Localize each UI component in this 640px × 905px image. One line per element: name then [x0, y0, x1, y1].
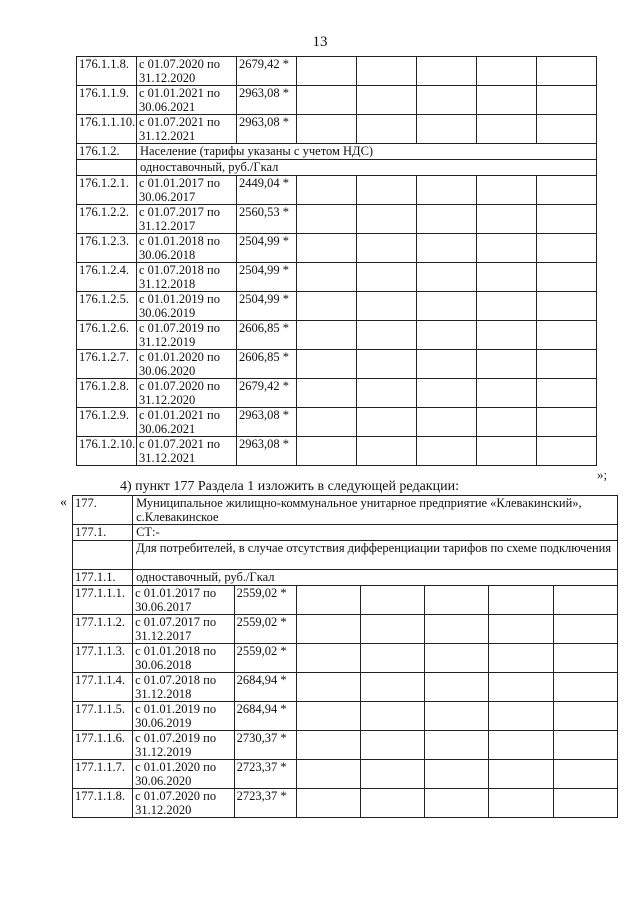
empty-cell — [553, 644, 617, 673]
empty-cell — [489, 673, 553, 702]
row-number: 176.1.2.4. — [77, 263, 137, 292]
row-value: 2504,99 * — [237, 234, 297, 263]
row-period: с 01.01.2020 по 30.06.2020 — [133, 760, 235, 789]
tariff-table-176 — [76, 56, 597, 466]
empty-cell — [477, 263, 537, 292]
tariff-row — [77, 205, 597, 234]
open-quote: « — [60, 495, 67, 510]
org-name: Муниципальное жилищно-коммунальное унитарное предприятие «Клевакинский», с.Клевакинское — [133, 496, 618, 525]
empty-cell — [489, 702, 553, 731]
empty-cell — [477, 379, 537, 408]
empty-cell — [425, 702, 489, 731]
row-value: 2559,02 * — [234, 644, 296, 673]
tariff-row — [77, 408, 597, 437]
empty-cell — [357, 205, 417, 234]
empty-cell — [296, 789, 360, 818]
empty-cell — [297, 86, 357, 115]
empty-cell — [537, 437, 597, 466]
row-period: с 01.07.2017 по 31.12.2017 — [133, 615, 235, 644]
empty-cell — [553, 586, 617, 615]
empty-cell — [296, 702, 360, 731]
tariff-table-177 — [72, 495, 618, 818]
org-number: 177. — [73, 496, 133, 525]
empty-cell — [477, 321, 537, 350]
row-value: 2606,85 * — [237, 350, 297, 379]
empty-cell — [489, 644, 553, 673]
empty-cell — [417, 115, 477, 144]
empty-cell — [357, 292, 417, 321]
group-subtitle: одноставочный, руб./Гкал — [137, 160, 597, 176]
empty-cell — [553, 702, 617, 731]
empty-cell — [360, 789, 424, 818]
row-period: с 01.01.2019 по 30.06.2019 — [133, 702, 235, 731]
empty-cell — [537, 321, 597, 350]
empty-cell — [357, 176, 417, 205]
row-value: 2723,37 * — [234, 760, 296, 789]
empty-cell — [297, 205, 357, 234]
empty-cell — [477, 205, 537, 234]
row-value: 2723,37 * — [234, 789, 296, 818]
empty-cell — [537, 350, 597, 379]
tariff-row — [77, 115, 597, 144]
empty-cell — [417, 86, 477, 115]
empty-cell — [297, 292, 357, 321]
row-number: 176.1.2.3. — [77, 234, 137, 263]
row-number: 177.1.1.2. — [73, 615, 133, 644]
empty-cell — [297, 408, 357, 437]
row-value: 2606,85 * — [237, 321, 297, 350]
row-number: 176.1.2.10. — [77, 437, 137, 466]
empty-cell — [477, 176, 537, 205]
empty-cell — [296, 615, 360, 644]
empty-cell — [357, 234, 417, 263]
empty-cell — [417, 350, 477, 379]
empty-cell — [297, 176, 357, 205]
row-period: с 01.01.2019 по 30.06.2019 — [137, 292, 237, 321]
row-period: с 01.01.2021 по 30.06.2021 — [137, 86, 237, 115]
empty-cell — [297, 234, 357, 263]
empty-cell — [489, 760, 553, 789]
row-value: 2559,02 * — [234, 615, 296, 644]
row-value: 2504,99 * — [237, 292, 297, 321]
empty-cell — [537, 176, 597, 205]
empty-cell — [360, 731, 424, 760]
empty-cell — [489, 586, 553, 615]
row-value: 2684,94 * — [234, 702, 296, 731]
empty-cell — [477, 57, 537, 86]
empty-cell — [417, 176, 477, 205]
tariff-row — [77, 321, 597, 350]
empty-cell — [357, 57, 417, 86]
empty-cell — [297, 379, 357, 408]
empty-cell — [357, 408, 417, 437]
empty-cell — [297, 321, 357, 350]
empty-cell — [477, 437, 537, 466]
tariff-row — [77, 57, 597, 86]
tariff-row — [77, 292, 597, 321]
tariff-row — [77, 379, 597, 408]
empty-cell — [537, 292, 597, 321]
tariff-row — [73, 673, 618, 702]
empty-cell — [296, 644, 360, 673]
row-number: 177.1.1.8. — [73, 789, 133, 818]
empty-cell — [425, 615, 489, 644]
empty-cell — [553, 673, 617, 702]
row-number: 176.1.2.2. — [77, 205, 137, 234]
empty-cell — [297, 57, 357, 86]
empty-cell — [360, 760, 424, 789]
row-number: 177.1.1.5. — [73, 702, 133, 731]
empty-cell — [417, 263, 477, 292]
closing-mark: »; — [597, 467, 608, 482]
tariff-row — [77, 86, 597, 115]
sub-number: 177.1.1. — [73, 570, 133, 586]
row-number: 176.1.2.1. — [77, 176, 137, 205]
row-period: с 01.07.2020 по 31.12.2020 — [137, 57, 237, 86]
tariff-row — [73, 789, 618, 818]
empty-cell — [425, 760, 489, 789]
empty-cell — [417, 57, 477, 86]
group-title: Население (тарифы указаны с учетом НДС) — [137, 144, 597, 160]
empty-cell — [425, 673, 489, 702]
empty-cell — [357, 263, 417, 292]
empty-cell — [553, 731, 617, 760]
empty-cell — [417, 234, 477, 263]
row-value: 2684,94 * — [234, 673, 296, 702]
row-number: 176.1.1.8. — [77, 57, 137, 86]
empty-cell — [553, 789, 617, 818]
row-value: 2963,08 * — [237, 86, 297, 115]
empty-cell — [553, 615, 617, 644]
empty-cell — [425, 644, 489, 673]
empty-cell — [489, 615, 553, 644]
tariff-row — [73, 615, 618, 644]
row-period: с 01.07.2018 по 31.12.2018 — [133, 673, 235, 702]
empty-cell — [296, 673, 360, 702]
section-heading: 4) пункт 177 Раздела 1 изложить в следующей редакции: — [120, 479, 459, 494]
empty-cell — [537, 86, 597, 115]
empty-cell — [537, 115, 597, 144]
row-period: с 01.01.2017 по 30.06.2017 — [133, 586, 235, 615]
empty-cell — [360, 644, 424, 673]
empty-cell — [417, 205, 477, 234]
tariff-row — [73, 586, 618, 615]
row-value: 2730,37 * — [234, 731, 296, 760]
group-number: 176.1.2. — [77, 144, 137, 160]
empty-cell — [297, 115, 357, 144]
empty-cell — [425, 586, 489, 615]
row-number: 176.1.2.6. — [77, 321, 137, 350]
empty-cell — [489, 789, 553, 818]
empty-cell — [537, 234, 597, 263]
row-period: с 01.07.2021 по 31.12.2021 — [137, 115, 237, 144]
row-period: с 01.07.2018 по 31.12.2018 — [137, 263, 237, 292]
row-number: 177.1.1.6. — [73, 731, 133, 760]
st-note: Для потребителей, в случае отсутствия дифференциации тарифов по схеме подключения — [133, 541, 618, 570]
empty-cell — [417, 292, 477, 321]
row-value: 2963,08 * — [237, 408, 297, 437]
row-period: с 01.01.2021 по 30.06.2021 — [137, 408, 237, 437]
row-period: с 01.01.2017 по 30.06.2017 — [137, 176, 237, 205]
tariff-row — [77, 437, 597, 466]
empty-cell — [537, 263, 597, 292]
empty-cell — [417, 437, 477, 466]
empty-cell — [357, 437, 417, 466]
tariff-row — [77, 234, 597, 263]
empty-cell — [553, 760, 617, 789]
tariff-row — [73, 644, 618, 673]
row-period: с 01.07.2019 по 31.12.2019 — [137, 321, 237, 350]
row-number: 176.1.2.8. — [77, 379, 137, 408]
empty-cell — [537, 379, 597, 408]
tariff-row — [77, 176, 597, 205]
empty-cell — [537, 408, 597, 437]
row-value: 2679,42 * — [237, 57, 297, 86]
empty-cell — [425, 789, 489, 818]
row-value: 2449,04 * — [237, 176, 297, 205]
row-number: 176.1.2.9. — [77, 408, 137, 437]
row-number: 176.1.2.5. — [77, 292, 137, 321]
row-number: 176.1.1.9. — [77, 86, 137, 115]
tariff-row — [73, 731, 618, 760]
row-period: с 01.01.2018 по 30.06.2018 — [133, 644, 235, 673]
empty-cell — [357, 86, 417, 115]
empty-cell — [477, 408, 537, 437]
st-number: 177.1. — [73, 525, 133, 541]
empty-cell — [425, 731, 489, 760]
empty-cell — [477, 234, 537, 263]
tariff-row — [73, 702, 618, 731]
page-number: 13 — [312, 34, 328, 50]
empty-cell — [360, 615, 424, 644]
empty-cell — [477, 115, 537, 144]
empty-cell — [417, 379, 477, 408]
sub-label: одноставочный, руб./Гкал — [133, 570, 618, 586]
row-number: 176.1.2.7. — [77, 350, 137, 379]
tariff-row — [77, 263, 597, 292]
empty-cell — [296, 760, 360, 789]
empty-cell — [297, 263, 357, 292]
empty-cell — [297, 350, 357, 379]
row-value: 2559,02 * — [234, 586, 296, 615]
tariff-row — [77, 350, 597, 379]
empty-cell — [417, 321, 477, 350]
empty-cell — [357, 379, 417, 408]
row-period: с 01.01.2018 по 30.06.2018 — [137, 234, 237, 263]
row-value: 2679,42 * — [237, 379, 297, 408]
empty-cell — [537, 205, 597, 234]
row-number: 177.1.1.7. — [73, 760, 133, 789]
row-value: 2504,99 * — [237, 263, 297, 292]
row-number: 176.1.1.10. — [77, 115, 137, 144]
empty-cell — [489, 731, 553, 760]
row-period: с 01.01.2020 по 30.06.2020 — [137, 350, 237, 379]
empty-cell — [477, 292, 537, 321]
empty-cell — [360, 586, 424, 615]
row-period: с 01.07.2020 по 31.12.2020 — [137, 379, 237, 408]
row-value: 2963,08 * — [237, 437, 297, 466]
empty-cell — [296, 586, 360, 615]
empty-cell — [537, 57, 597, 86]
empty-cell — [357, 115, 417, 144]
row-number: 177.1.1.4. — [73, 673, 133, 702]
empty-cell — [477, 86, 537, 115]
row-period: с 01.07.2017 по 31.12.2017 — [137, 205, 237, 234]
row-period: с 01.07.2020 по 31.12.2020 — [133, 789, 235, 818]
empty-cell — [417, 408, 477, 437]
st-label: СТ:- — [133, 525, 618, 541]
empty-cell — [296, 731, 360, 760]
row-number: 177.1.1.3. — [73, 644, 133, 673]
row-period: с 01.07.2019 по 31.12.2019 — [133, 731, 235, 760]
row-period: с 01.07.2021 по 31.12.2021 — [137, 437, 237, 466]
empty-cell — [360, 702, 424, 731]
row-value: 2560,53 * — [237, 205, 297, 234]
empty-cell — [297, 437, 357, 466]
row-value: 2963,08 * — [237, 115, 297, 144]
empty-cell — [357, 350, 417, 379]
empty-cell — [357, 321, 417, 350]
row-number: 177.1.1.1. — [73, 586, 133, 615]
empty-cell — [360, 673, 424, 702]
tariff-row — [73, 760, 618, 789]
empty-cell — [477, 350, 537, 379]
